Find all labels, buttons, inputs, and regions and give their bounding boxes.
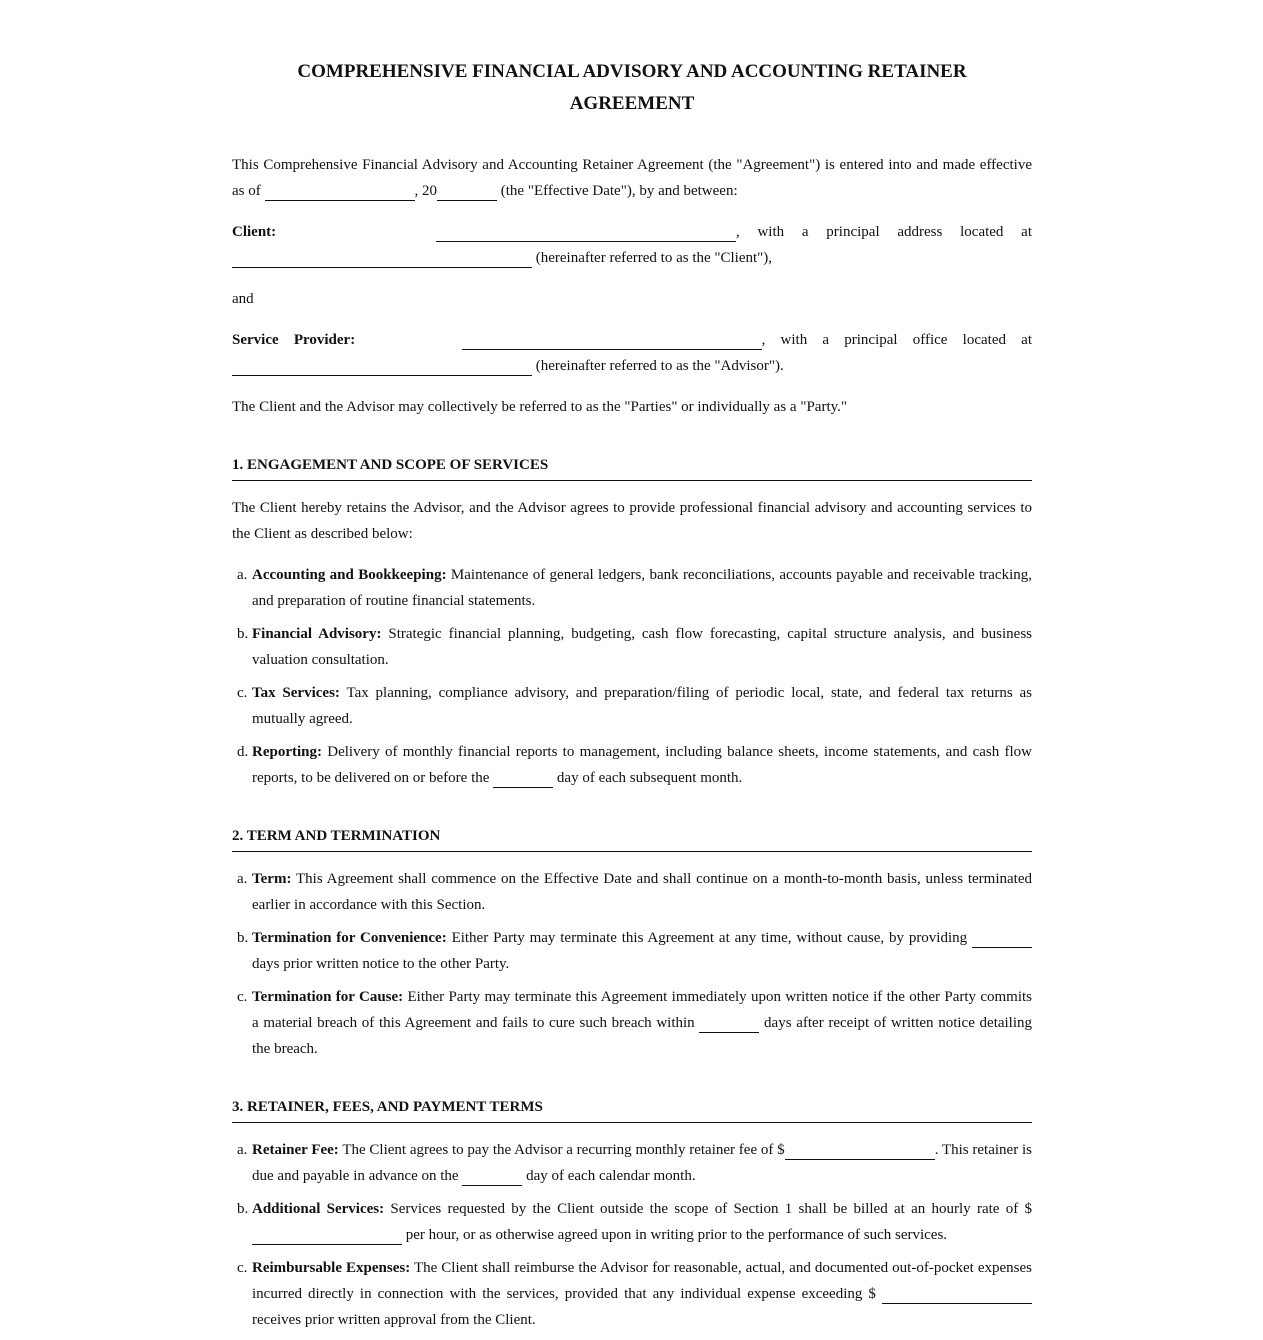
item-text: Delivery of monthly financial reports to management, including balance sheets, income statements, and cash flow reports, to be delivered on or before the: [252, 744, 1032, 786]
section-2-heading: 2. TERM AND TERMINATION: [232, 825, 1032, 852]
intro-paragraph: [232, 152, 1032, 204]
item-label: Tax Services:: [252, 685, 340, 701]
item-marker: a.: [237, 871, 248, 887]
provider-office-text: , with a principal office located at: [761, 332, 1032, 348]
item-label: Retainer Fee:: [252, 1142, 339, 1158]
item-text-after: day of each calendar month.: [526, 1168, 696, 1184]
provider-hereinafter-text: (hereinafter referred to as the "Advisor").: [535, 358, 784, 374]
item-text: Tax planning, compliance advisory, and preparation/filing of periodic local, state, and federal tax returns as mutually agreed.: [252, 685, 1033, 727]
client-name-blank[interactable]: [436, 223, 736, 242]
provider-label: Service Provider:: [232, 332, 356, 348]
item-text-after: day of each subsequent month.: [556, 770, 743, 786]
item-label: Reporting:: [252, 744, 322, 760]
item-text: The Client agrees to pay the Advisor a recurring monthly retainer fee of $: [342, 1142, 785, 1158]
client-address-blank[interactable]: [232, 249, 532, 268]
item-label: Additional Services:: [252, 1201, 385, 1217]
retainer-fee-blank[interactable]: [785, 1141, 935, 1160]
list-item: [232, 680, 1032, 732]
item-marker: d.: [237, 744, 249, 760]
list-item: [232, 739, 1032, 791]
provider-address-blank[interactable]: [232, 357, 532, 376]
list-item: [232, 1196, 1032, 1248]
payment-day-blank[interactable]: [462, 1167, 522, 1186]
provider-name-blank[interactable]: [462, 331, 762, 350]
client-address-text: , with a principal address located at: [735, 224, 1033, 240]
item-text-after: per hour, or as otherwise agreed upon in writing prior to the performance of such services.: [405, 1227, 948, 1243]
section-1-heading: 1. ENGAGEMENT AND SCOPE OF SERVICES: [232, 454, 1032, 481]
effective-date-blank[interactable]: [265, 182, 415, 201]
client-hereinafter-text: (hereinafter referred to as the "Client"),: [535, 250, 773, 266]
list-item: [232, 1137, 1032, 1189]
client-paragraph: [232, 219, 1032, 271]
item-text: Maintenance of general ledgers, bank reconciliations, accounts payable and receivable tracking, and preparation of routine financial statements.: [252, 567, 1032, 609]
item-label: Term:: [252, 871, 292, 887]
document-page: [232, 56, 1032, 1340]
expense-threshold-blank[interactable]: [882, 1285, 1032, 1304]
item-text-after: receives prior written approval from the Client.: [252, 1312, 536, 1328]
item-label: Financial Advisory:: [252, 626, 382, 642]
and-text: and: [232, 291, 254, 307]
list-item: [232, 866, 1032, 918]
intro-year-prefix: , 20: [414, 183, 437, 199]
intro-text-end: (the "Effective Date"), by and between:: [500, 183, 738, 199]
list-item: [232, 621, 1032, 673]
item-text: The Client shall reimburse the Advisor for reasonable, actual, and documented out-of-pocket expenses incurred directly in connection with the services, provided that any individual expense exceeding $: [252, 1260, 1032, 1302]
item-text: Either Party may terminate this Agreement at any time, without cause, by providing: [451, 930, 968, 946]
list-item: [232, 1255, 1032, 1333]
section-3-list: [232, 1137, 1032, 1333]
item-marker: c.: [237, 685, 248, 701]
item-label: Termination for Convenience:: [252, 930, 447, 946]
client-label: Client:: [232, 224, 277, 240]
list-item: [232, 925, 1032, 977]
intro-text: This Comprehensive Financial Advisory and Accounting Retainer Agreement (the "Agreement") is entered into and made effective as of: [232, 157, 1032, 199]
item-text: Services requested by the Client outside the scope of Section 1 shall be billed at an hourly rate of $: [390, 1201, 1032, 1217]
item-marker: b.: [237, 1201, 249, 1217]
item-label: Termination for Cause:: [252, 989, 404, 1005]
item-label: Reimbursable Expenses:: [252, 1260, 411, 1276]
report-day-blank[interactable]: [493, 769, 553, 788]
item-marker: a.: [237, 1142, 248, 1158]
effective-year-blank[interactable]: [437, 182, 497, 201]
item-text: This Agreement shall commence on the Effective Date and shall continue on a month-to-month basis, unless terminated earlier in accordance with this Section.: [252, 871, 1032, 913]
item-text: Either Party may terminate this Agreement immediately upon written notice if the other Party commits a material breach of this Agreement and fails to cure such breach within: [252, 989, 1033, 1031]
section-1-list: [232, 562, 1032, 791]
hourly-rate-blank[interactable]: [252, 1226, 402, 1245]
cure-days-blank[interactable]: [699, 1014, 759, 1033]
item-marker: c.: [237, 1260, 248, 1276]
item-text-after: days after receipt of written notice detailing the breach.: [252, 1015, 1033, 1057]
item-label: Accounting and Bookkeeping:: [252, 567, 447, 583]
section-3-heading: 3. RETAINER, FEES, AND PAYMENT TERMS: [232, 1096, 1032, 1123]
item-marker: b.: [237, 626, 249, 642]
section-2-list: [232, 866, 1032, 1062]
item-marker: b.: [237, 930, 249, 946]
notice-days-blank[interactable]: [972, 929, 1032, 948]
item-marker: a.: [237, 567, 248, 583]
item-text-mid: . This retainer is due and payable in advance on the: [252, 1142, 1032, 1184]
item-marker: c.: [237, 989, 248, 1005]
section-1-intro: The Client hereby retains the Advisor, and the Advisor agrees to provide professional financial advisory and accounting services to the Client as described below:: [232, 500, 1032, 542]
item-text: Strategic financial planning, budgeting, cash flow forecasting, capital structure analysis, and business valuation consultation.: [252, 626, 1033, 668]
item-text-after: days prior written notice to the other Party.: [252, 956, 510, 972]
document-title: COMPREHENSIVE FINANCIAL ADVISORY AND ACCOUNTING RETAINER AGREEMENT: [297, 61, 967, 114]
provider-paragraph: [232, 327, 1032, 379]
list-item: [232, 984, 1032, 1062]
list-item: [232, 562, 1032, 614]
parties-paragraph: The Client and the Advisor may collectively be referred to as the "Parties" or individually as a "Party.": [232, 399, 848, 415]
